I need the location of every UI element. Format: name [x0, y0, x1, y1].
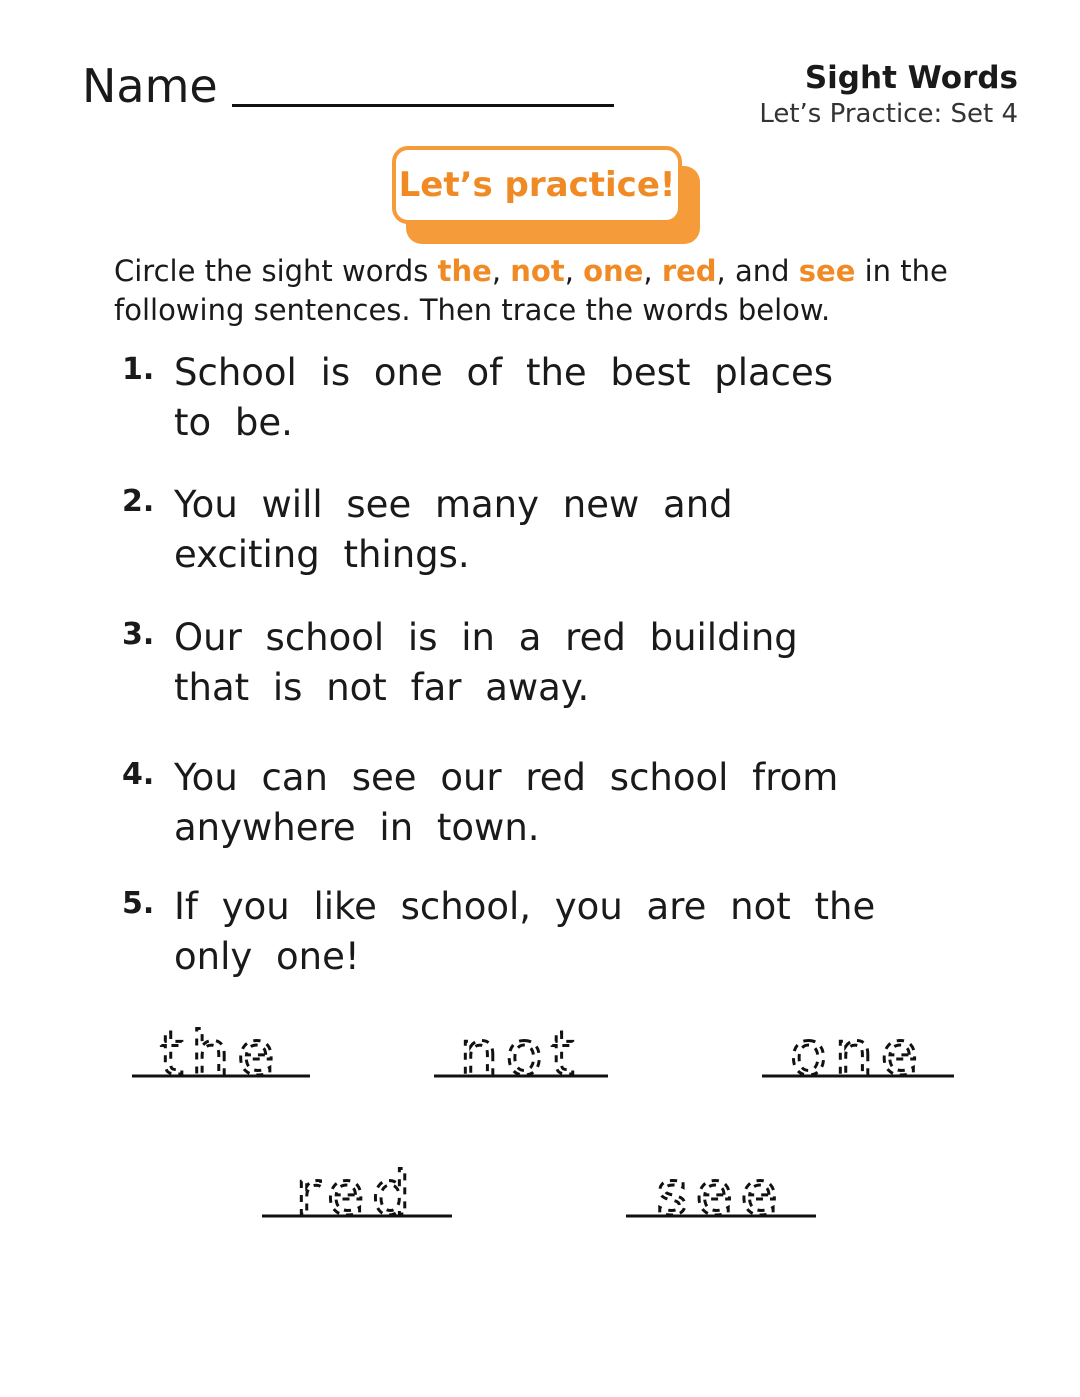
worksheet-title: Sight Words [804, 60, 1018, 96]
badge-box [392, 146, 682, 224]
sentence-line: anywhere in town. [174, 806, 540, 849]
sentence-text[interactable] [174, 348, 914, 448]
trace-text: the [159, 1019, 283, 1089]
trace-word-the[interactable] [132, 990, 310, 1089]
name-write-line[interactable] [232, 104, 614, 107]
sentence-text[interactable] [174, 882, 914, 982]
sentence-number: 5. [122, 886, 155, 921]
trace-text: see [656, 1159, 786, 1229]
name-label: Name [82, 59, 218, 113]
sentence-line: to be. [174, 401, 293, 444]
sight-word-one: one [583, 254, 644, 288]
sentence-line: You can see our red school from [174, 756, 839, 799]
instructions-text: in the following sentences. Then trace the words below. [114, 254, 948, 327]
trace-svg [626, 1130, 816, 1229]
sentence-number: 4. [122, 757, 155, 792]
trace-svg [762, 990, 954, 1089]
trace-word-see[interactable] [626, 1130, 816, 1229]
sentence-number: 3. [122, 617, 155, 652]
trace-text: one [790, 1019, 926, 1089]
sight-word-the: the [437, 254, 492, 288]
sentence-line: School is one of the best places [174, 351, 834, 394]
sentence-text[interactable] [174, 613, 914, 713]
separator: , [643, 254, 662, 288]
sentence-line: If you like school, you are not the [174, 885, 876, 928]
practice-badge [392, 146, 702, 246]
separator: , [491, 254, 511, 288]
trace-word-red[interactable] [262, 1130, 452, 1229]
sight-word-red: red [661, 254, 717, 288]
worksheet-subtitle: Let’s Practice: Set 4 [759, 99, 1018, 129]
trace-word-one[interactable] [762, 990, 954, 1089]
separator: , [564, 254, 584, 288]
trace-svg [434, 990, 608, 1089]
sentence-number: 2. [122, 484, 155, 519]
sentence-text[interactable] [174, 753, 914, 853]
sentence-line: Our school is in a red building [174, 616, 798, 659]
trace-text: red [295, 1159, 419, 1229]
sentence-number: 1. [122, 352, 155, 387]
sentence-line: that is not far away. [174, 666, 590, 709]
badge-label: Let’s practice! [398, 165, 676, 205]
trace-word-not[interactable] [434, 990, 608, 1089]
instructions-text: Circle the sight words [114, 254, 438, 288]
sentence-line: You will see many new and [174, 483, 733, 526]
sentence-text[interactable] [174, 480, 914, 580]
trace-svg [262, 1130, 452, 1229]
trace-text: not [459, 1019, 583, 1089]
sight-word-not: not [510, 254, 565, 288]
instructions [114, 252, 1014, 330]
sight-word-see: see [798, 254, 856, 288]
worksheet-header [759, 58, 1018, 130]
separator: , and [716, 254, 799, 288]
sentence-line: only one! [174, 935, 360, 978]
trace-svg [132, 990, 310, 1089]
sentence-line: exciting things. [174, 533, 470, 576]
